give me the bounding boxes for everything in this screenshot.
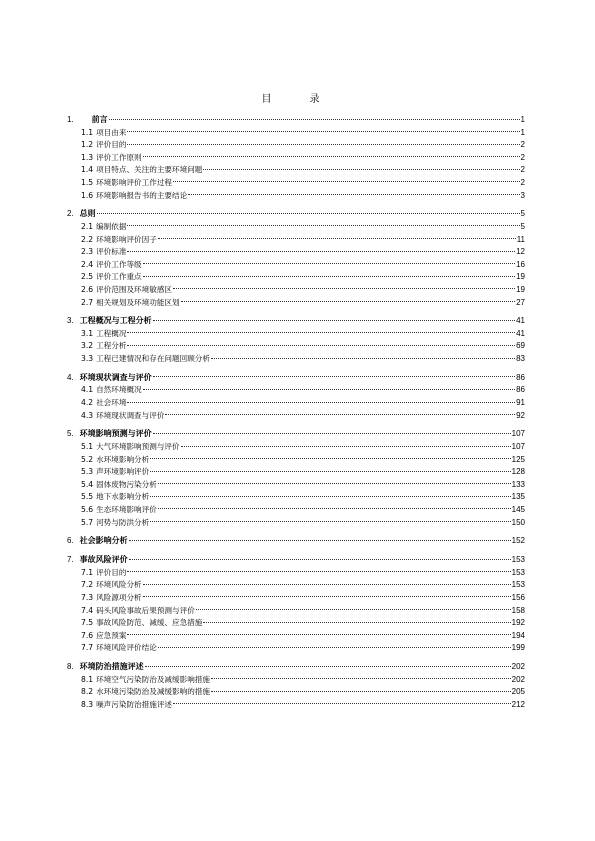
dot-leader bbox=[150, 521, 510, 522]
dot-leader bbox=[211, 678, 511, 679]
toc-entry-page-number: 41 bbox=[516, 316, 525, 326]
toc-entry-number: 5. bbox=[67, 429, 74, 439]
toc-title: 目 录 bbox=[261, 94, 334, 105]
toc-entry-label: 固体废物污染分析 bbox=[96, 479, 157, 489]
toc-section-entry[interactable] bbox=[67, 271, 525, 284]
toc-entry-page-number: 86 bbox=[516, 372, 525, 382]
toc-chapter-entry[interactable] bbox=[67, 315, 525, 328]
toc-entry-number: 2.6 bbox=[81, 284, 94, 294]
toc-entry-number: 4. bbox=[67, 372, 74, 382]
toc-entry-number: 1.5 bbox=[81, 177, 94, 187]
toc-section-entry[interactable] bbox=[67, 177, 525, 190]
dot-leader bbox=[150, 458, 510, 459]
toc-entry-number: 2.3 bbox=[81, 247, 94, 257]
toc-entry-label: 项目由来 bbox=[96, 127, 127, 137]
toc-entry-page-number: 5 bbox=[520, 221, 525, 231]
toc-entry-label: 生态环境影响评价 bbox=[96, 504, 157, 514]
toc-entry-number: 4.1 bbox=[81, 385, 94, 395]
dot-leader bbox=[127, 251, 515, 252]
dot-leader bbox=[158, 508, 511, 509]
toc-entry-label: 码头风险事故后果预测与评价 bbox=[96, 605, 195, 615]
toc-entry-page-number: 16 bbox=[516, 259, 525, 269]
toc-entry-label: 评价目的 bbox=[96, 140, 127, 150]
toc-entry-page-number: 153 bbox=[511, 580, 525, 590]
toc-entry-label: 工程概况 bbox=[96, 328, 127, 338]
toc-entry-label: 应急预案 bbox=[96, 630, 127, 640]
toc-section-entry[interactable] bbox=[67, 297, 525, 310]
toc-section-entry[interactable] bbox=[67, 139, 525, 152]
toc-entry-number: 1.4 bbox=[81, 165, 94, 175]
dot-leader bbox=[165, 414, 515, 415]
toc-entry-page-number: 86 bbox=[516, 385, 525, 395]
dot-leader bbox=[143, 263, 515, 264]
toc-entry-label: 评价工作原则 bbox=[96, 152, 142, 162]
toc-entry-page-number: 92 bbox=[516, 410, 525, 420]
toc-entry-page-number: 202 bbox=[511, 662, 525, 672]
toc-entry-number: 8.2 bbox=[81, 687, 94, 697]
toc-entry-number: 1.2 bbox=[81, 140, 94, 150]
toc-entry-label: 事故风险评价 bbox=[79, 555, 128, 565]
toc-entry-page-number: 152 bbox=[511, 536, 525, 546]
toc-entry-number: 6. bbox=[67, 536, 74, 546]
toc-entry-label: 评价标准 bbox=[96, 247, 127, 257]
dot-leader bbox=[153, 433, 511, 434]
toc-entry-label: 噪声污染防治措施评述 bbox=[96, 699, 173, 709]
toc-entry-label: 河势与防洪分析 bbox=[96, 517, 150, 527]
toc-entry-number: 8.1 bbox=[81, 674, 94, 684]
toc-entry-label: 风险源项分析 bbox=[96, 592, 142, 602]
toc-entry-page-number: 2 bbox=[520, 165, 525, 175]
toc-section-entry[interactable] bbox=[67, 259, 525, 272]
toc-entry-label: 事故风险防范、减缓、应急措施 bbox=[96, 618, 203, 628]
toc-entry-number: 5.3 bbox=[81, 467, 94, 477]
toc-entry-label: 水环境污染防治及减缓影响的措施 bbox=[96, 687, 210, 697]
dot-leader bbox=[173, 703, 511, 704]
toc-chapter-entry[interactable] bbox=[67, 114, 525, 127]
toc-entry-page-number: 194 bbox=[511, 630, 525, 640]
dot-leader bbox=[127, 571, 510, 572]
toc-section-entry[interactable] bbox=[67, 441, 525, 454]
toc-entry-label: 工程分析 bbox=[96, 341, 127, 351]
toc-entry-label: 地下水影响分析 bbox=[96, 492, 150, 502]
toc-entry-label: 社会环境 bbox=[96, 398, 127, 408]
toc-section-entry[interactable] bbox=[67, 617, 525, 630]
dot-leader bbox=[143, 584, 511, 585]
toc-entry-number: 3.2 bbox=[81, 341, 94, 351]
dot-leader bbox=[150, 471, 510, 472]
toc-entry-number: 4.3 bbox=[81, 410, 94, 420]
dot-leader bbox=[129, 559, 511, 560]
toc-entry-page-number: 3 bbox=[520, 190, 525, 200]
toc-entry-page-number: 19 bbox=[516, 284, 525, 294]
toc-section-entry[interactable] bbox=[67, 642, 525, 655]
dot-leader bbox=[127, 402, 515, 403]
dot-leader bbox=[181, 301, 515, 302]
toc-entry-label: 评价范围及环境敏感区 bbox=[96, 284, 173, 294]
dot-leader bbox=[173, 181, 520, 182]
toc-entry-label: 大气环境影响预测与评价 bbox=[96, 442, 180, 451]
toc-section-entry[interactable] bbox=[67, 592, 525, 605]
toc-section-entry[interactable] bbox=[67, 466, 525, 479]
dot-leader bbox=[129, 540, 511, 541]
toc-entry-page-number: 199 bbox=[511, 643, 525, 653]
toc-chapter-entry[interactable] bbox=[67, 428, 525, 441]
toc-entry-label: 环境空气污染防治及减缓影响措施 bbox=[96, 674, 210, 684]
toc-entry-page-number: 2 bbox=[520, 140, 525, 150]
toc-entry-page-number: 128 bbox=[511, 467, 525, 477]
toc-entry-label: 编制依据 bbox=[96, 221, 127, 231]
toc-entry-page-number: 156 bbox=[511, 592, 525, 602]
dot-leader bbox=[97, 213, 520, 214]
dot-leader bbox=[127, 345, 515, 346]
toc-section-entry[interactable] bbox=[67, 221, 525, 234]
toc-entry-label: 水环境影响分析 bbox=[96, 454, 150, 464]
toc-section-entry[interactable] bbox=[67, 127, 525, 140]
dot-leader bbox=[158, 483, 511, 484]
toc-section-entry[interactable] bbox=[67, 517, 525, 530]
toc-chapter-entry[interactable] bbox=[67, 535, 525, 548]
toc-entry-page-number: 5 bbox=[520, 209, 525, 219]
toc-entry-number: 1. bbox=[67, 115, 74, 124]
dot-leader bbox=[143, 596, 511, 597]
dot-leader bbox=[188, 194, 519, 195]
toc-entry-number: 5.5 bbox=[81, 492, 94, 502]
toc-entry-number: 2.4 bbox=[81, 259, 94, 269]
toc-entry-number: 5.7 bbox=[81, 517, 94, 527]
toc-section-entry[interactable] bbox=[67, 340, 525, 353]
toc-entry-label: 自然环境概况 bbox=[96, 385, 142, 395]
toc-entry-number: 5.2 bbox=[81, 454, 94, 464]
toc-entry-page-number: 125 bbox=[511, 454, 525, 464]
toc-entry-page-number: 11 bbox=[516, 234, 525, 244]
toc-chapter-entry[interactable] bbox=[67, 372, 525, 385]
toc-entry-label: 工程概况与工程分析 bbox=[79, 316, 152, 326]
dot-leader bbox=[203, 169, 519, 170]
dot-leader bbox=[127, 332, 515, 333]
table-of-contents bbox=[67, 114, 525, 711]
toc-entry-label: 相关规划及环境功能区划 bbox=[96, 297, 180, 307]
toc-entry-page-number: 1 bbox=[520, 127, 525, 137]
toc-entry-label: 项目特点、关注的主要环境问题 bbox=[96, 165, 203, 175]
dot-leader bbox=[109, 119, 520, 120]
toc-entry-number: 1.3 bbox=[81, 152, 94, 162]
toc-entry-number: 7.3 bbox=[81, 592, 94, 602]
toc-entry-number: 7. bbox=[67, 555, 74, 565]
toc-entry-page-number: 192 bbox=[511, 618, 525, 628]
toc-section-entry[interactable] bbox=[67, 686, 525, 699]
toc-entry-page-number: 205 bbox=[511, 687, 525, 697]
toc-entry-number: 7.1 bbox=[81, 567, 94, 577]
toc-section-entry[interactable] bbox=[67, 504, 525, 517]
toc-entry-label: 环境风险分析 bbox=[96, 580, 142, 590]
toc-entry-label: 环境影响评价因子 bbox=[96, 234, 157, 244]
dot-leader bbox=[158, 238, 516, 239]
toc-entry-page-number: 153 bbox=[511, 567, 525, 577]
toc-entry-number: 8.3 bbox=[81, 699, 94, 709]
dot-leader bbox=[196, 609, 511, 610]
toc-entry-number: 2.1 bbox=[81, 221, 94, 231]
toc-section-entry[interactable] bbox=[67, 674, 525, 687]
dot-leader bbox=[127, 225, 519, 226]
toc-entry-number: 4.2 bbox=[81, 398, 94, 408]
dot-leader bbox=[211, 358, 515, 359]
toc-entry-number: 2.7 bbox=[81, 297, 94, 307]
toc-entry-label: 前言 bbox=[91, 115, 108, 124]
toc-entry-page-number: 135 bbox=[511, 492, 525, 502]
toc-section-entry[interactable] bbox=[67, 491, 525, 504]
toc-entry-page-number: 153 bbox=[511, 555, 525, 565]
toc-entry-label: 评价工作重点 bbox=[96, 272, 142, 282]
dot-leader bbox=[127, 634, 510, 635]
dot-leader bbox=[143, 276, 515, 277]
toc-entry-page-number: 27 bbox=[516, 297, 525, 307]
toc-entry-label: 环境防治措施评述 bbox=[79, 662, 144, 672]
toc-section-entry[interactable] bbox=[67, 234, 525, 247]
toc-entry-page-number: 91 bbox=[516, 398, 525, 408]
toc-section-entry[interactable] bbox=[67, 699, 525, 712]
toc-entry-number: 8. bbox=[67, 662, 74, 672]
toc-entry-page-number: 145 bbox=[511, 504, 525, 514]
toc-entry-page-number: 12 bbox=[516, 247, 525, 257]
toc-entry-label: 环境影响评价工作过程 bbox=[96, 177, 173, 187]
toc-chapter-entry[interactable] bbox=[67, 554, 525, 567]
toc-entry-label: 社会影响分析 bbox=[79, 536, 128, 546]
toc-entry-page-number: 158 bbox=[511, 605, 525, 615]
toc-section-entry[interactable] bbox=[67, 246, 525, 259]
toc-entry-label: 环境风险评价结论 bbox=[96, 643, 157, 653]
toc-entry-page-number: 83 bbox=[516, 354, 525, 364]
toc-entry-label: 总则 bbox=[79, 209, 96, 219]
toc-entry-page-number: 19 bbox=[516, 272, 525, 282]
toc-entry-number: 7.2 bbox=[81, 580, 94, 590]
toc-chapter-entry[interactable] bbox=[67, 661, 525, 674]
toc-entry-page-number: 1 bbox=[520, 115, 525, 124]
toc-section-entry[interactable] bbox=[67, 328, 525, 341]
toc-entry-page-number: 107 bbox=[511, 442, 525, 451]
toc-section-entry[interactable] bbox=[67, 567, 525, 580]
toc-entry-label: 评价目的 bbox=[96, 567, 127, 577]
toc-entry-number: 7.7 bbox=[81, 643, 94, 653]
toc-section-entry[interactable] bbox=[67, 397, 525, 410]
dot-leader bbox=[181, 446, 511, 447]
toc-entry-page-number: 212 bbox=[511, 699, 525, 709]
dot-leader bbox=[203, 622, 510, 623]
toc-entry-number: 7.6 bbox=[81, 630, 94, 640]
toc-entry-number: 1.6 bbox=[81, 190, 94, 200]
toc-entry-number: 5.1 bbox=[81, 442, 94, 451]
toc-entry-number: 3. bbox=[67, 316, 74, 326]
toc-section-entry[interactable] bbox=[67, 164, 525, 177]
toc-entry-label: 评价工作等级 bbox=[96, 259, 142, 269]
toc-section-entry[interactable] bbox=[67, 353, 525, 366]
toc-chapter-entry[interactable] bbox=[67, 208, 525, 221]
toc-section-entry[interactable] bbox=[67, 454, 525, 467]
toc-section-entry[interactable] bbox=[67, 190, 525, 203]
toc-entry-label: 环境现状调查与评价 bbox=[79, 372, 152, 382]
dot-leader bbox=[153, 320, 515, 321]
toc-entry-number: 7.4 bbox=[81, 605, 94, 615]
toc-entry-number: 1.1 bbox=[81, 127, 94, 137]
toc-entry-label: 环境现状调查与评价 bbox=[96, 410, 165, 420]
toc-entry-label: 工程已建情况和存在问题回顾分析 bbox=[96, 354, 210, 364]
toc-entry-label: 声环境影响评价 bbox=[96, 467, 150, 477]
toc-section-entry[interactable] bbox=[67, 579, 525, 592]
toc-entry-page-number: 2 bbox=[520, 152, 525, 162]
toc-entry-number: 2. bbox=[67, 209, 74, 219]
dot-leader bbox=[158, 647, 511, 648]
toc-section-entry[interactable] bbox=[67, 605, 525, 618]
toc-section-entry[interactable] bbox=[67, 410, 525, 423]
toc-entry-page-number: 133 bbox=[511, 479, 525, 489]
toc-entry-page-number: 41 bbox=[516, 328, 525, 338]
toc-section-entry[interactable] bbox=[67, 479, 525, 492]
dot-leader bbox=[143, 156, 520, 157]
toc-entry-number: 7.5 bbox=[81, 618, 94, 628]
toc-section-entry[interactable] bbox=[67, 152, 525, 165]
toc-section-entry[interactable] bbox=[67, 284, 525, 297]
dot-leader bbox=[173, 288, 515, 289]
toc-entry-page-number: 2 bbox=[520, 177, 525, 187]
dot-leader bbox=[145, 666, 511, 667]
toc-section-entry[interactable] bbox=[67, 630, 525, 643]
toc-entry-page-number: 107 bbox=[511, 429, 525, 439]
dot-leader bbox=[150, 496, 510, 497]
dot-leader bbox=[127, 131, 519, 132]
toc-entry-label: 环境影响预测与评价 bbox=[79, 429, 152, 439]
toc-section-entry[interactable] bbox=[67, 384, 525, 397]
dot-leader bbox=[127, 144, 519, 145]
toc-entry-number: 3.1 bbox=[81, 328, 94, 338]
dot-leader bbox=[143, 389, 515, 390]
toc-entry-number: 2.5 bbox=[81, 272, 94, 282]
toc-entry-number: 5.4 bbox=[81, 479, 94, 489]
toc-entry-page-number: 202 bbox=[511, 674, 525, 684]
toc-entry-number: 3.3 bbox=[81, 354, 94, 364]
toc-entry-page-number: 150 bbox=[511, 517, 525, 527]
toc-entry-label: 环境影响报告书的主要结论 bbox=[96, 190, 188, 200]
dot-leader bbox=[211, 691, 511, 692]
dot-leader bbox=[153, 376, 515, 377]
toc-entry-number: 2.2 bbox=[81, 234, 94, 244]
toc-entry-number: 5.6 bbox=[81, 504, 94, 514]
toc-entry-page-number: 69 bbox=[516, 341, 525, 351]
